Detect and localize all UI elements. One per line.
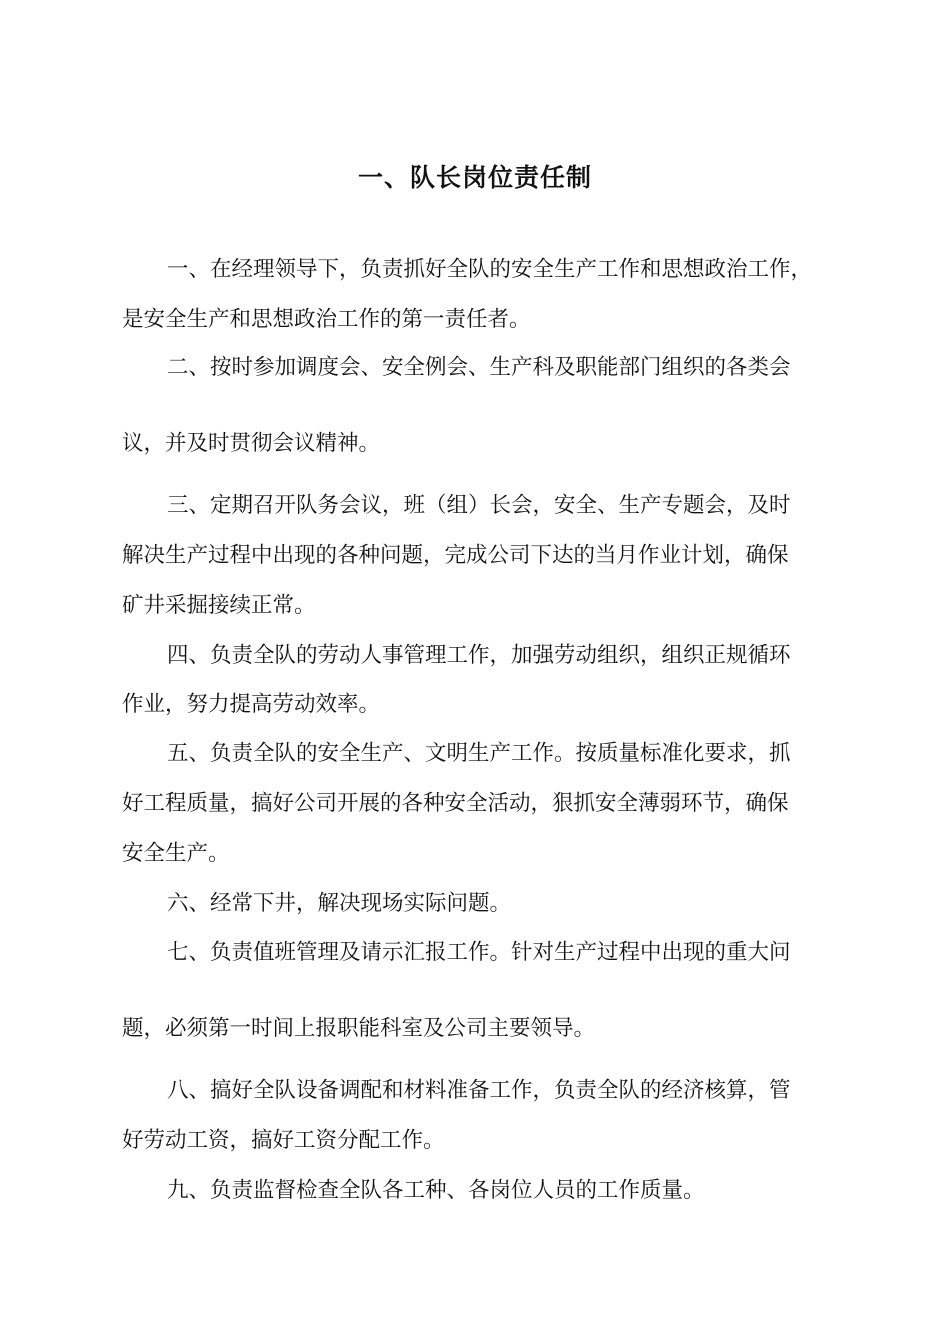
item-8-line-1: 八、搞好全队设备调配和材料准备工作，负责全队的经济核算，管 bbox=[167, 1078, 791, 1103]
item-5-line-3: 安全生产。 bbox=[122, 841, 230, 866]
item-4-line-2: 作业，努力提高劳动效率。 bbox=[122, 692, 381, 717]
item-5-line-2: 好工程质量，搞好公司开展的各种安全活动，狠抓安全薄弱环节，确保 bbox=[122, 791, 789, 816]
item-9-line-1: 九、负责监督检查全队各工种、各岗位人员的工作质量。 bbox=[167, 1178, 705, 1203]
item-7-line-1: 七、负责值班管理及请示汇报工作。针对生产过程中出现的重大问 bbox=[167, 940, 791, 965]
item-2-line-2: 议，并及时贯彻会议精神。 bbox=[122, 431, 381, 456]
item-8-line-2: 好劳动工资，搞好工资分配工作。 bbox=[122, 1128, 445, 1153]
item-3-line-3: 矿井采掘接续正常。 bbox=[122, 593, 316, 618]
item-7-line-2: 题，必须第一时间上报职能科室及公司主要领导。 bbox=[122, 1016, 596, 1041]
item-5-line-1: 五、负责全队的安全生产、文明生产工作。按质量标准化要求，抓 bbox=[167, 741, 791, 766]
item-2-line-1: 二、按时参加调度会、安全例会、生产科及职能部门组织的各类会 bbox=[167, 355, 791, 380]
item-3-line-2: 解决生产过程中出现的各种问题，完成公司下达的当月作业计划，确保 bbox=[122, 543, 789, 568]
item-1-line-2: 是安全生产和思想政治工作的第一责任者。 bbox=[122, 307, 531, 332]
item-4-line-1: 四、负责全队的劳动人事管理工作，加强劳动组织，组织正规循环 bbox=[167, 643, 791, 668]
page-title: 一、队长岗位责任制 bbox=[357, 163, 592, 192]
item-3-line-1: 三、定期召开队务会议，班（组）长会，安全、生产专题会，及时 bbox=[167, 493, 791, 518]
item-1-line-1: 一、在经理领导下，负责抓好全队的安全生产工作和思想政治工作， bbox=[167, 257, 813, 282]
item-6-line-1: 六、经常下井，解决现场实际问题。 bbox=[167, 891, 512, 916]
